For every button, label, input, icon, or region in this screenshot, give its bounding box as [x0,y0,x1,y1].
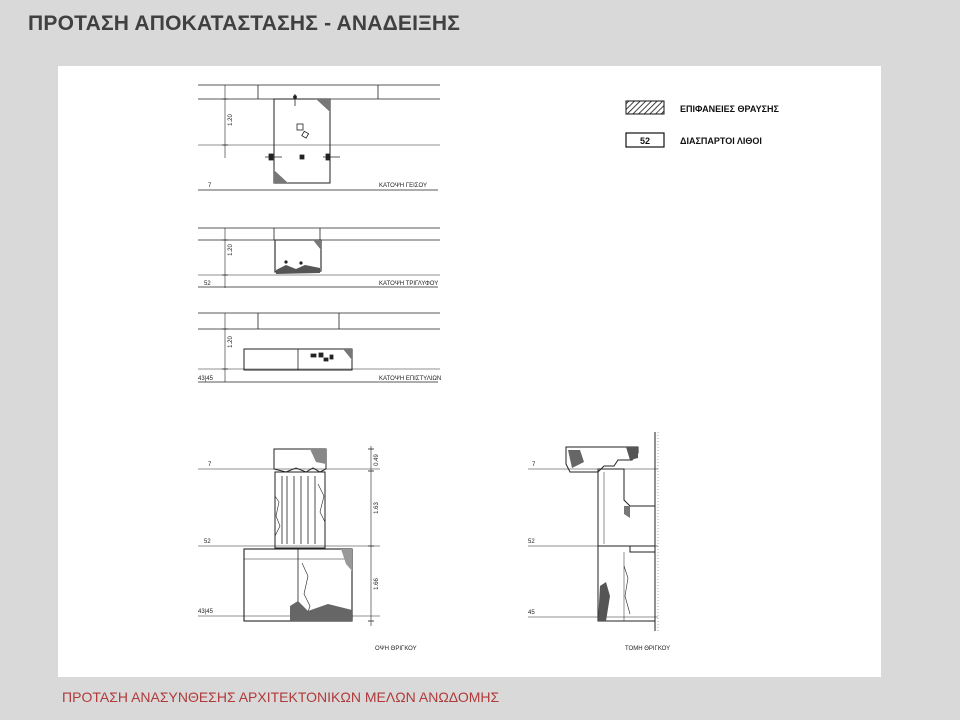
elevation-thrigkos [198,446,380,626]
elevation-dimension-bottom: 1.66 [374,578,380,590]
section-thrigkos [528,432,658,631]
plan-cornice-caption: ΚΑΤΟΨΗ ΓΕΙΣΟΥ [379,183,427,189]
slide-footer: ΠΡΟΤΑΣΗ ΑΝΑΣΥΝΘΕΣΗΣ ΑΡΧΙΤΕΚΤΟΝΙΚΩΝ ΜΕΛΩΝ ΑΝΩΔΟΜΗΣ [62,689,500,705]
elevation-level-top: 7 [208,462,212,468]
plan-architrave [198,313,440,382]
plan-cornice [198,85,440,190]
plan-triglyph-level: 52 [204,281,211,287]
slide-title: ΠΡΟΤΑΣΗ ΑΠΟΚΑΤΑΣΤΑΣΗΣ - ΑΝΑΔΕΙΞΗΣ [28,12,461,35]
architectural-drawing [58,66,881,677]
plan-architrave-dimension: 1.20 [228,336,234,348]
legend-scattered-label: ΔΙΑΣΠΑΡΤΟΙ ΛΙΘΟΙ [680,136,762,146]
section-level-middle: 52 [528,539,535,545]
elevation-level-middle: 52 [204,539,211,545]
section-level-top: 7 [532,462,536,468]
plan-triglyph-caption: ΚΑΤΟΨΗ ΤΡΙΓΛΥΦΟΥ [379,281,439,287]
plan-cornice-level: 7 [208,183,212,189]
elevation-level-bottom: 43|45 [198,609,213,615]
legend-fracture-label: ΕΠΙΦΑΝΕΙΕΣ ΘΡΑΥΣΗΣ [680,104,779,114]
fracture-swatch [626,101,664,114]
elevation-dimension-top: 0.49 [374,454,380,466]
legend-scattered-number: 52 [639,136,651,146]
plan-architrave-caption: ΚΑΤΟΨΗ ΕΠΙΣΤΥΛΙΩΝ [379,376,442,382]
plan-architrave-level: 43|45 [198,376,213,382]
plan-cornice-dimension: 1.20 [228,114,234,126]
drawing-canvas [58,66,881,677]
section-caption: ΤΟΜΗ ΘΡΙΓΚΟΥ [625,646,671,652]
legend [626,101,779,147]
elevation-caption: ΟΨΗ ΘΡΙΓΚΟΥ [375,646,417,652]
elevation-dimension-middle: 1.63 [374,502,380,514]
plan-triglyph-dimension: 1.20 [228,244,234,256]
plan-triglyph [198,228,440,288]
section-level-bottom: 45 [528,610,535,616]
